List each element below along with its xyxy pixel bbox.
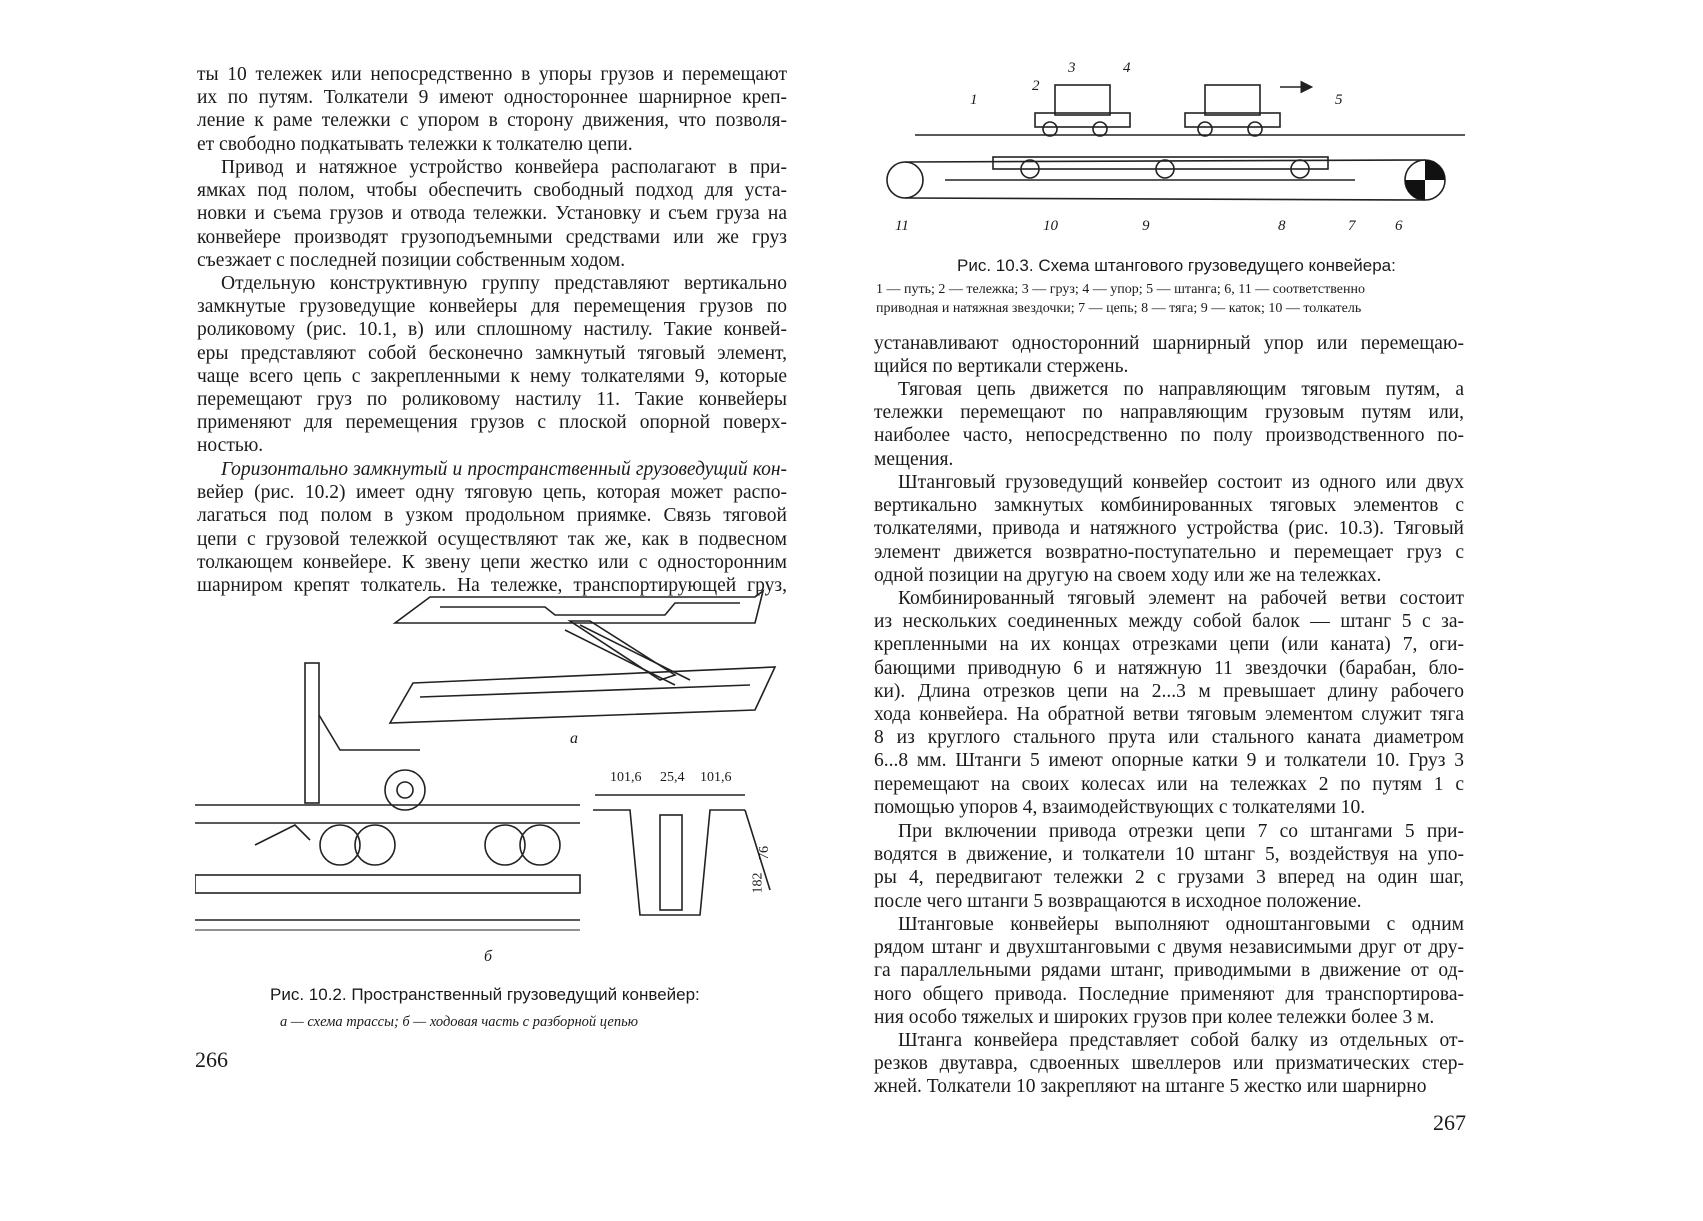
text-line: 6...8 мм. Штанги 5 имеют опорные катки 9 и толкатели 10. Груз 3 bbox=[874, 750, 1464, 772]
fig-10-3-num-7: 7 bbox=[1348, 218, 1356, 234]
text-line: вертикально замкнутых комбинированных тяговых элементов с bbox=[874, 495, 1464, 517]
text-line: ного общего привода. Последние применяют для транспортирова- bbox=[874, 983, 1464, 1005]
route-plan-upper bbox=[390, 591, 775, 723]
dim-label: 101,6 bbox=[610, 770, 642, 785]
text-line: Тяговая цепь движется по направляющим тяговым путям, а bbox=[898, 379, 1464, 400]
fig-10-3-num-11: 11 bbox=[895, 218, 909, 234]
text-line: конвейере производят грузоподъемными средствами или же груз bbox=[197, 226, 787, 248]
text-line: Привод и натяжное устройство конвейера располагают в при- bbox=[221, 157, 787, 178]
text-line: При включении привода отрезки цепи 7 со штангами 5 при- bbox=[898, 821, 1464, 842]
channel-section bbox=[593, 795, 770, 915]
text-line: хода конвейера. На обратной ветви тяговым элементом служит тяга bbox=[874, 704, 1464, 726]
page-number-left: 266 bbox=[195, 1047, 228, 1072]
fig-10-2-label-b: б bbox=[484, 948, 493, 965]
text-line: бающими приводную 6 и натяжную 11 звездочки (барабан, бло- bbox=[874, 657, 1464, 679]
text-line: водятся в движение, и толкатели 10 штанг 5, воздействуя на упо- bbox=[874, 844, 1464, 866]
text-line: мещения. bbox=[874, 448, 954, 470]
text-line: наиболее часто, непосредственно по полу производственного по- bbox=[874, 425, 1464, 447]
fig-10-3-num-2: 2 bbox=[1032, 78, 1040, 94]
fig-10-3-num-4: 4 bbox=[1123, 60, 1131, 76]
text-line: из нескольких соединенных между собой балок — штанг 5 с за- bbox=[874, 611, 1464, 633]
text-line: толкающем конвейере. К звену цепи жестко или с односторонним bbox=[197, 551, 787, 573]
text-line: элемент движется возвратно-поступательно и перемещает груз с bbox=[874, 541, 1464, 563]
fig-10-3-num-3: 3 bbox=[1068, 60, 1076, 76]
text-line: Комбинированный тяговый элемент на рабочей ветви состоит bbox=[898, 588, 1464, 609]
fig-10-2-caption-title: Рис. 10.2. Пространственный грузоведущий конвейер: bbox=[270, 985, 700, 1004]
text-line: шарниром крепят толкатель. На тележке, транспортирующей груз, bbox=[197, 575, 787, 597]
dim-label: 25,4 bbox=[660, 770, 685, 785]
left-paragraph-2 bbox=[197, 156, 787, 272]
dim-label: 101,6 bbox=[700, 770, 732, 785]
text-line: съезжает с последней позиции собственным ходом. bbox=[197, 249, 626, 271]
left-paragraph-4 bbox=[197, 458, 787, 597]
fig-10-3-num-10: 10 bbox=[1043, 218, 1058, 234]
left-paragraph-1 bbox=[197, 63, 787, 156]
text-line: Штанговые конвейеры выполняют одноштанговыми с одним bbox=[898, 914, 1464, 935]
text-line: ностью. bbox=[197, 435, 264, 457]
fig-10-3-num-9: 9 bbox=[1142, 218, 1150, 234]
text-line: одной позиции на другую на своем ходу или же на тележках. bbox=[874, 564, 1382, 586]
text-line: вейер (рис. 10.2) имеет одну тяговую цепь, которая может распо- bbox=[197, 482, 787, 504]
text-line: жней. Толкатели 10 закрепляют на штанге 5 жестко или шарнирно bbox=[874, 1076, 1427, 1098]
text-line: после чего штанги 5 возвращаются в исходное положение. bbox=[874, 890, 1362, 912]
text-line: новки и съема грузов и отвода тележки. Установку и съем груза на bbox=[197, 203, 787, 225]
right-paragraph-5 bbox=[874, 820, 1464, 913]
fig-10-3-num-1: 1 bbox=[970, 92, 978, 108]
text-line: еры представляют собой бесконечно замкнутый тяговый элемент, bbox=[197, 342, 787, 364]
text-line: Штанговый грузоведущий конвейер состоит из одного или двух bbox=[898, 472, 1464, 493]
right-paragraph-1 bbox=[874, 332, 1464, 378]
text-line: их по путям. Толкатели 9 имеют одностороннее шарнирное креп- bbox=[197, 87, 787, 109]
right-paragraph-2 bbox=[874, 378, 1464, 471]
right-paragraph-4 bbox=[874, 587, 1464, 819]
route-plan-slope bbox=[570, 621, 675, 680]
text-line: ямках под полом, чтобы обеспечить свободный подход для уста- bbox=[197, 180, 787, 202]
text-line: Отдельную конструктивную группу представляют вертикально bbox=[221, 273, 787, 294]
text-line: Штанга конвейера представляет собой балку из отдельных от- bbox=[898, 1030, 1464, 1051]
fig-10-2-caption-legend: а — схема трассы; б — ходовая часть с разборной цепью bbox=[280, 1014, 638, 1030]
right-paragraph-3 bbox=[874, 471, 1464, 587]
text-line: крепленными на их концах отрезками цепи (или каната) 7, оги- bbox=[874, 634, 1464, 656]
dim-label: 76 bbox=[757, 846, 772, 860]
text-line: лагаться под полом в узком продольном приямке. Связь тяговой bbox=[197, 505, 787, 527]
text-line: перемещают груз по роликовому настилу 11. Такие конвейеры bbox=[197, 389, 787, 411]
text-line: рядом штанг и двухштанговыми с двумя независимыми друг от дру- bbox=[874, 937, 1464, 959]
text-line: резков двутавра, сдвоенных швеллеров или призматических стер- bbox=[874, 1053, 1464, 1075]
trolley-chain-section bbox=[195, 663, 580, 920]
text-line: цепи с грузовой тележкой осуществляют так же, как в подвесном bbox=[197, 528, 787, 550]
fig-10-2-label-a: а bbox=[570, 730, 578, 747]
text-line: ление к раме тележки с упором в сторону движения, что позволя- bbox=[197, 110, 787, 132]
right-paragraph-7 bbox=[874, 1029, 1464, 1099]
text-line: Горизонтально замкнутый и пространственный грузоведущий кон- bbox=[221, 459, 787, 480]
dim-label: 182 bbox=[750, 872, 766, 894]
text-line: га параллельными рядами штанг, приводимыми в движение от од- bbox=[874, 960, 1464, 982]
fig-10-3-caption-title: Рис. 10.3. Схема штангового грузоведущего конвейера: bbox=[957, 256, 1396, 275]
text-line: ния особо тяжелых и широких грузов при колее тележки более 3 м. bbox=[874, 1006, 1435, 1028]
fig-10-3-caption-legend-2: приводная и натяжная звездочки; 7 — цепь; 8 — тяга; 9 — каток; 10 — толкатель bbox=[876, 301, 1362, 316]
text-line: ры 4, передвигают тележки 2 с грузами 3 вперед на один шаг, bbox=[874, 867, 1464, 889]
text-line: помощью упоров 4, взаимодействующих с толкателями 10. bbox=[874, 796, 1366, 818]
text-line: роликовому (рис. 10.1, в) или сплошному настилу. Такие конвей- bbox=[197, 319, 787, 341]
text-line: перемещают на своих колесах или на тележках 2 по путям 1 с bbox=[874, 773, 1464, 795]
fig-10-3-num-5: 5 bbox=[1335, 92, 1343, 108]
text-line: чаще всего цепь с закрепленными к нему толкателями 9, которые bbox=[197, 365, 787, 387]
text-line: устанавливают односторонний шарнирный упор или перемещаю- bbox=[874, 333, 1464, 354]
text-line: 8 из круглого стального прута или стального каната диаметром bbox=[874, 727, 1464, 749]
text-line: ты 10 тележек или непосредственно в упоры грузов и перемещают bbox=[197, 64, 787, 85]
text-line: применяют для перемещения грузов с плоской опорной поверх- bbox=[197, 412, 787, 434]
text-line: тележки перемещают по направляющим грузовым путям или, bbox=[874, 402, 1464, 424]
text-line: толкателями, привода и натяжного устройства (рис. 10.3). Тяговый bbox=[874, 518, 1464, 540]
right-paragraph-6 bbox=[874, 913, 1464, 1029]
fig-10-3-num-6: 6 bbox=[1395, 218, 1403, 234]
fig-10-3-caption-legend-1: 1 — путь; 2 — тележка; 3 — груз; 4 — упор; 5 — штанга; 6, 11 — соответственно bbox=[876, 282, 1365, 297]
page-number-right: 267 bbox=[1433, 1110, 1466, 1135]
text-line: щийся по вертикали стержень. bbox=[874, 356, 1129, 378]
text-line: замкнутые грузоведущие конвейеры для перемещения грузов по bbox=[197, 296, 787, 318]
left-paragraph-3 bbox=[197, 272, 787, 458]
fig-10-3-num-8: 8 bbox=[1278, 218, 1286, 234]
text-line: ки). Длина отрезков цепи на 2...3 м превышает длину рабочего bbox=[874, 680, 1464, 702]
text-line: ет свободно подкатывать тележки к толкателю цепи. bbox=[197, 133, 633, 155]
